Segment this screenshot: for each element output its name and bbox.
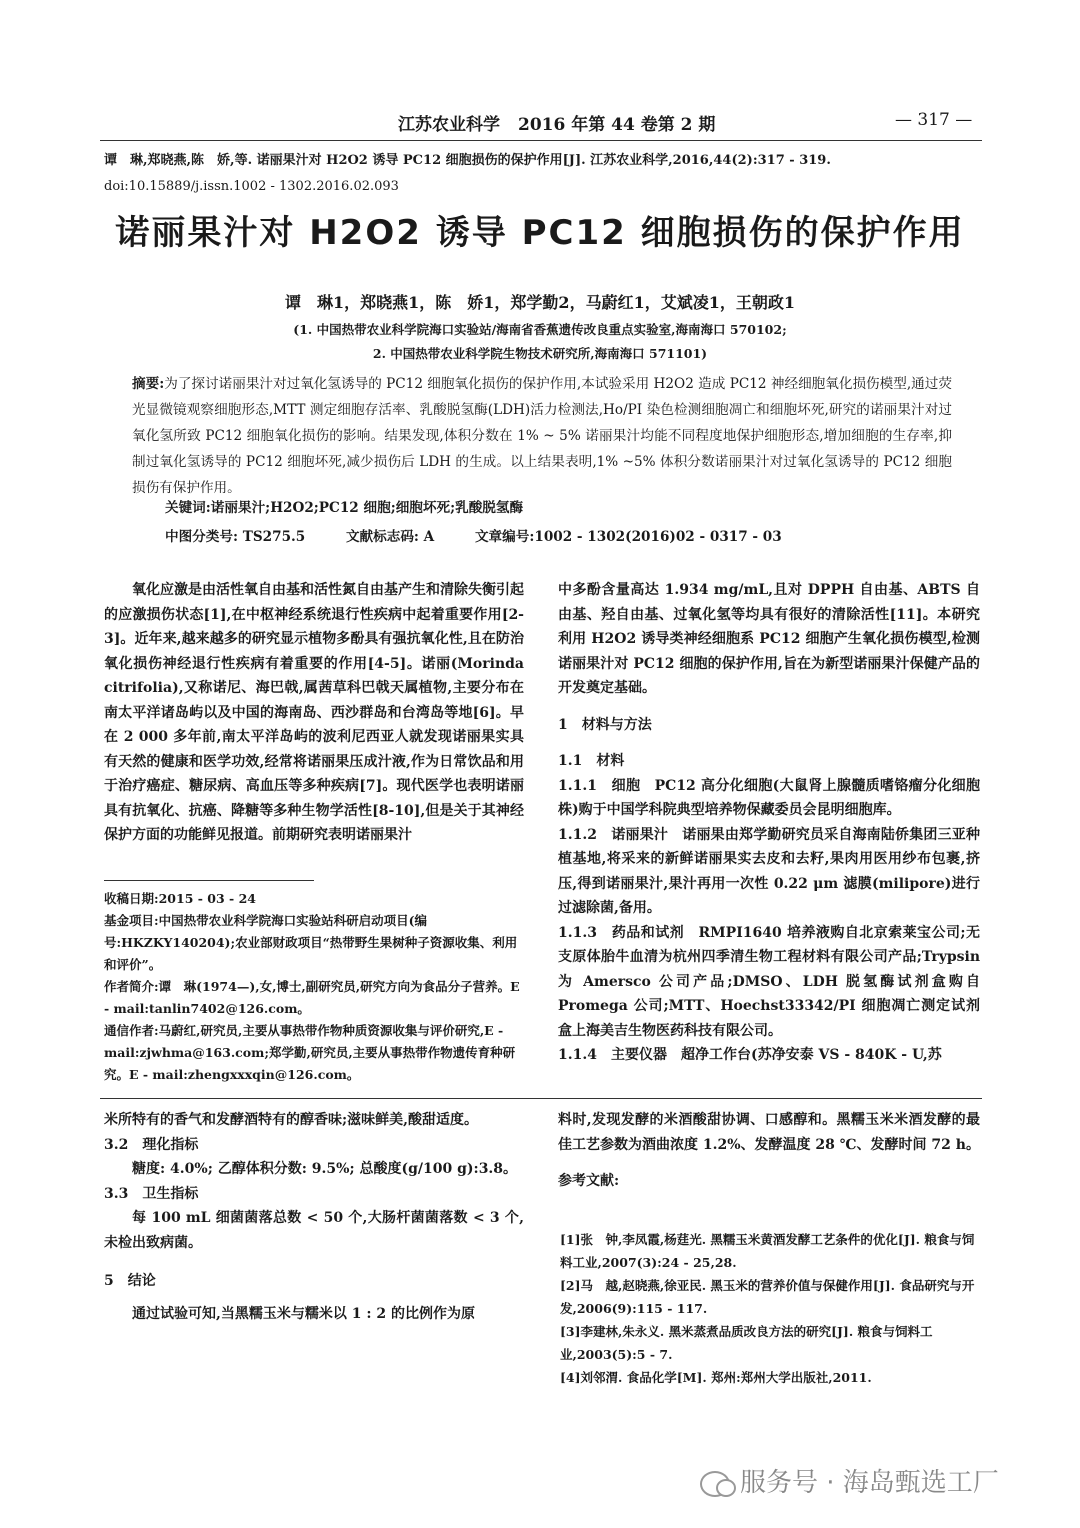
page-split-rule	[100, 1098, 982, 1099]
affiliation-2: 2. 中国热带农业科学院生物技术研究所,海南海口 571101)	[372, 346, 708, 361]
wechat-icon	[700, 1471, 730, 1497]
para-1-1-3: 1.1.3 药品和试剂 RMPI1640 培养液购自北京索莱宝公司;无支原体胎牛血清为杭州四季清生物工程材料有限公司产品;Trypsin 为 Amersco 公司产品;DMSO、LDH 脱氢酶试剂盒购自 Promega 公司;MTT、Hoechst33342/PI 细胞凋亡测定试剂盒上海美吉生物医药科技有限公司。	[558, 924, 980, 1039]
bottom-left-column	[104, 1108, 524, 1326]
citation-text: 谭 琳,郑晓燕,陈 娇,等. 诺丽果汁对 H2O2 诱导 PC12 细胞损伤的保护作用[J]. 江苏农业科学,2016,44(2):317 - 319.	[104, 153, 831, 168]
para-1-1-2: 1.1.2 诺丽果汁 诺丽果由郑学勤研究员采自海南陆侨集团三亚种植基地,将采来的新鲜诺丽果实去皮和去籽,果肉用医用纱布包裹,挤压,得到诺丽果汁,果汁再用一次性 0.22 μm 滤膜(milipore)进行过滤除菌,备用。	[558, 826, 980, 916]
abstract-label: 摘要:	[132, 376, 165, 392]
right-column	[558, 578, 980, 1068]
footnote-correspondence: 通信作者:马蔚红,研究员,主要从事热带作物种质资源收集与评价研究,E - mail:zjwhma@163.com;郑学勤,研究员,主要从事热带作物遗传育种研究。E - mail:zhengxxxqin@126.com。	[104, 1023, 516, 1082]
citation-block	[104, 148, 984, 200]
para-1-1-4: 1.1.4 主要仪器 超净工作台(苏净安泰 VS - 840K - U,苏	[558, 1047, 942, 1063]
intro-paragraph: 氧化应激是由活性氧自由基和活性氮自由基产生和清除失衡引起的应激损伤状态[1],在中枢神经系统退行性疾病中起着重要作用[2-3]。近年来,越来越多的研究显示植物多酚具有强抗氧化性,且在防治氧化损伤神经退行性疾病有着重要的作用[4-5]。诺丽(Morinda citrifolia),又称诺尼、海巴戟,属茜草科巴戟天属植物,主要分布在南太平洋诸岛屿以及中国的海南岛、西沙群岛和台湾岛等地[6]。早在 2 000 多年前,南太平洋岛屿的波利尼西亚人就发现诺丽果实具有天然的健康和医学功效,经常将诺丽果压成汁液,作为日常饮品和用于治疗癌症、糖尿病、高血压等多种疾病[7]。现代医学也表明诺丽具有抗氧化、抗癌、降糖等多种生物学活性[8-10],但是关于其神经保护方面的功能鲜见报道。前期研究表明诺丽果汁	[104, 582, 524, 843]
reference-item: [4]刘邻渭. 食品化学[M]. 郑州:郑州大学出版社,2011.	[560, 1370, 872, 1385]
watermark-text: 服务号 · 海岛甄选工厂	[740, 1468, 999, 1498]
article-number: 文章编号:1002 - 1302(2016)02 - 0317 - 03	[474, 529, 782, 545]
issue-info: 2016 年第 44 卷第 2 期	[518, 115, 716, 135]
section-3-2-heading: 3.2 理化指标	[104, 1136, 199, 1153]
references-heading: 参考文献:	[558, 1173, 620, 1189]
left-column	[104, 578, 524, 848]
page-number: — 317 —	[895, 110, 973, 130]
section-5-heading: 5 结论	[104, 1273, 156, 1289]
para-1-1-1: 1.1.1 细胞 PC12 高分化细胞(大鼠肾上腺髓质嗜铬瘤分化细胞株)购于中国学科院典型培养物保藏委员会昆明细胞库。	[558, 777, 980, 818]
references-list	[560, 1228, 980, 1389]
section-1-heading: 1 材料与方法	[558, 716, 652, 733]
author-list: 谭 琳1，郑晓燕1，陈 娇1，郑学勤2，马蔚红1，艾斌凌1，王朝政1	[285, 293, 795, 312]
footnote-author: 作者简介:谭 琳(1974—),女,博士,副研究员,研究方向为食品分子营养。E - mail:tanlin7402@126.com。	[104, 979, 520, 1016]
bottom-right-para: 料时,发现发酵的米酒酸甜协调、口感醇和。黑糯玉米米酒发酵的最佳工艺参数为酒曲浓度 1.2%、发酵温度 28 ℃、发酵时间 72 h。	[558, 1112, 980, 1153]
section-3-3-heading: 3.3 卫生指标	[104, 1185, 199, 1202]
watermark	[700, 1462, 1060, 1502]
clc-number: 中图分类号: TS275.5	[165, 529, 306, 545]
article-title: 诺丽果汁对 H2O2 诱导 PC12 细胞损伤的保护作用	[115, 213, 965, 253]
footnote-rule	[104, 880, 314, 881]
keywords: 关键词:诺丽果汁;H2O2;PC12 细胞;细胞坏死;乳酸脱氢酶	[165, 500, 524, 516]
footnote-funding: 基金项目:中国热带农业科学院海口实验站科研启动项目(编号:HKZKY140204);农业部财政项目“热带野生果树种子资源收集、利用和评价”。	[104, 913, 518, 972]
abstract	[132, 371, 952, 501]
bottom-right-column	[558, 1108, 980, 1194]
bottom-left-para: 米所特有的香气和发酵酒特有的醇香味;滋味鲜美,酸甜适度。	[104, 1112, 479, 1128]
abstract-text: 为了探讨诺丽果汁对过氧化氢诱导的 PC12 细胞氧化损伤的保护作用,本试验采用 H2O2 造成 PC12 神经细胞氧化损伤模型,通过荧光显微镜观察细胞形态,MTT 测定细胞存活率、乳酸脱氢酶(LDH)活力检测法,Ho/PI 染色检测细胞凋亡和细胞坏死,研究的诺丽果汁对过氧化氢所致 PC12 细胞氧化损伤的影响。结果发现,体积分数在 1% ~ 5% 诺丽果汁均能不同程度地保护细胞形态,增加细胞的生存率,抑制过氧化氢诱导的 PC12 细胞坏死,减少损伤后 LDH 的生成。以上结果表明,1% ~5% 体积分数诺丽果汁对过氧化氢诱导的 PC12 细胞损伤有保护作用。	[132, 376, 952, 496]
document-code: 文献标志码: A	[345, 529, 435, 545]
doi-text: doi:10.15889/j.issn.1002 - 1302.2016.02.093	[104, 179, 399, 194]
reference-item: [2]马 越,赵晓燕,徐亚民. 黑玉米的营养价值与保健作用[J]. 食品研究与开发,2006(9):115 - 117.	[560, 1278, 975, 1316]
reference-item: [1]张 钟,李凤霞,杨莛光. 黑糯玉米黄酒发酵工艺条件的优化[J]. 粮食与饲料工业,2007(3):24 - 25,28.	[560, 1232, 975, 1270]
journal-name: 江苏农业科学	[398, 115, 500, 135]
para-5: 通过试验可知,当黑糯玉米与糯米以 1 : 2 的比例作为原	[132, 1305, 476, 1322]
affiliation-1: (1. 中国热带农业科学院海口实验站/海南省香蕉遗传改良重点实验室,海南海口 570102;	[293, 322, 787, 337]
footnote-received: 收稿日期:2015 - 03 - 24	[104, 891, 256, 906]
para-3-3: 每 100 mL 细菌菌落总数 < 50 个,大肠杆菌菌落数 < 3 个,未检出致病菌。	[104, 1210, 524, 1251]
footnotes	[104, 888, 524, 1086]
para-3-2: 糖度: 4.0%; 乙醇体积分数: 9.5%; 总酸度(g/100 g):3.8。	[132, 1161, 518, 1177]
classification-line	[165, 525, 965, 545]
header-rule	[100, 140, 982, 141]
page-header	[0, 110, 1080, 140]
right-para-1: 中多酚含量高达 1.934 mg/mL,且对 DPPH 自由基、ABTS 自由基、羟自由基、过氧化氢等均具有很好的清除活性[11]。本研究利用 H2O2 诱导类神经细胞系 PC12 细胞产生氧化损伤模型,检测诺丽果汁对 PC12 细胞的保护作用,旨在为新型诺丽果汁保健产品的开发奠定基础。	[558, 582, 980, 696]
section-1-1-heading: 1.1 材料	[558, 753, 625, 769]
reference-item: [3]李建林,朱永义. 黑米蒸煮品质改良方法的研究[J]. 粮食与饲料工业,2003(5):5 - 7.	[560, 1324, 933, 1362]
